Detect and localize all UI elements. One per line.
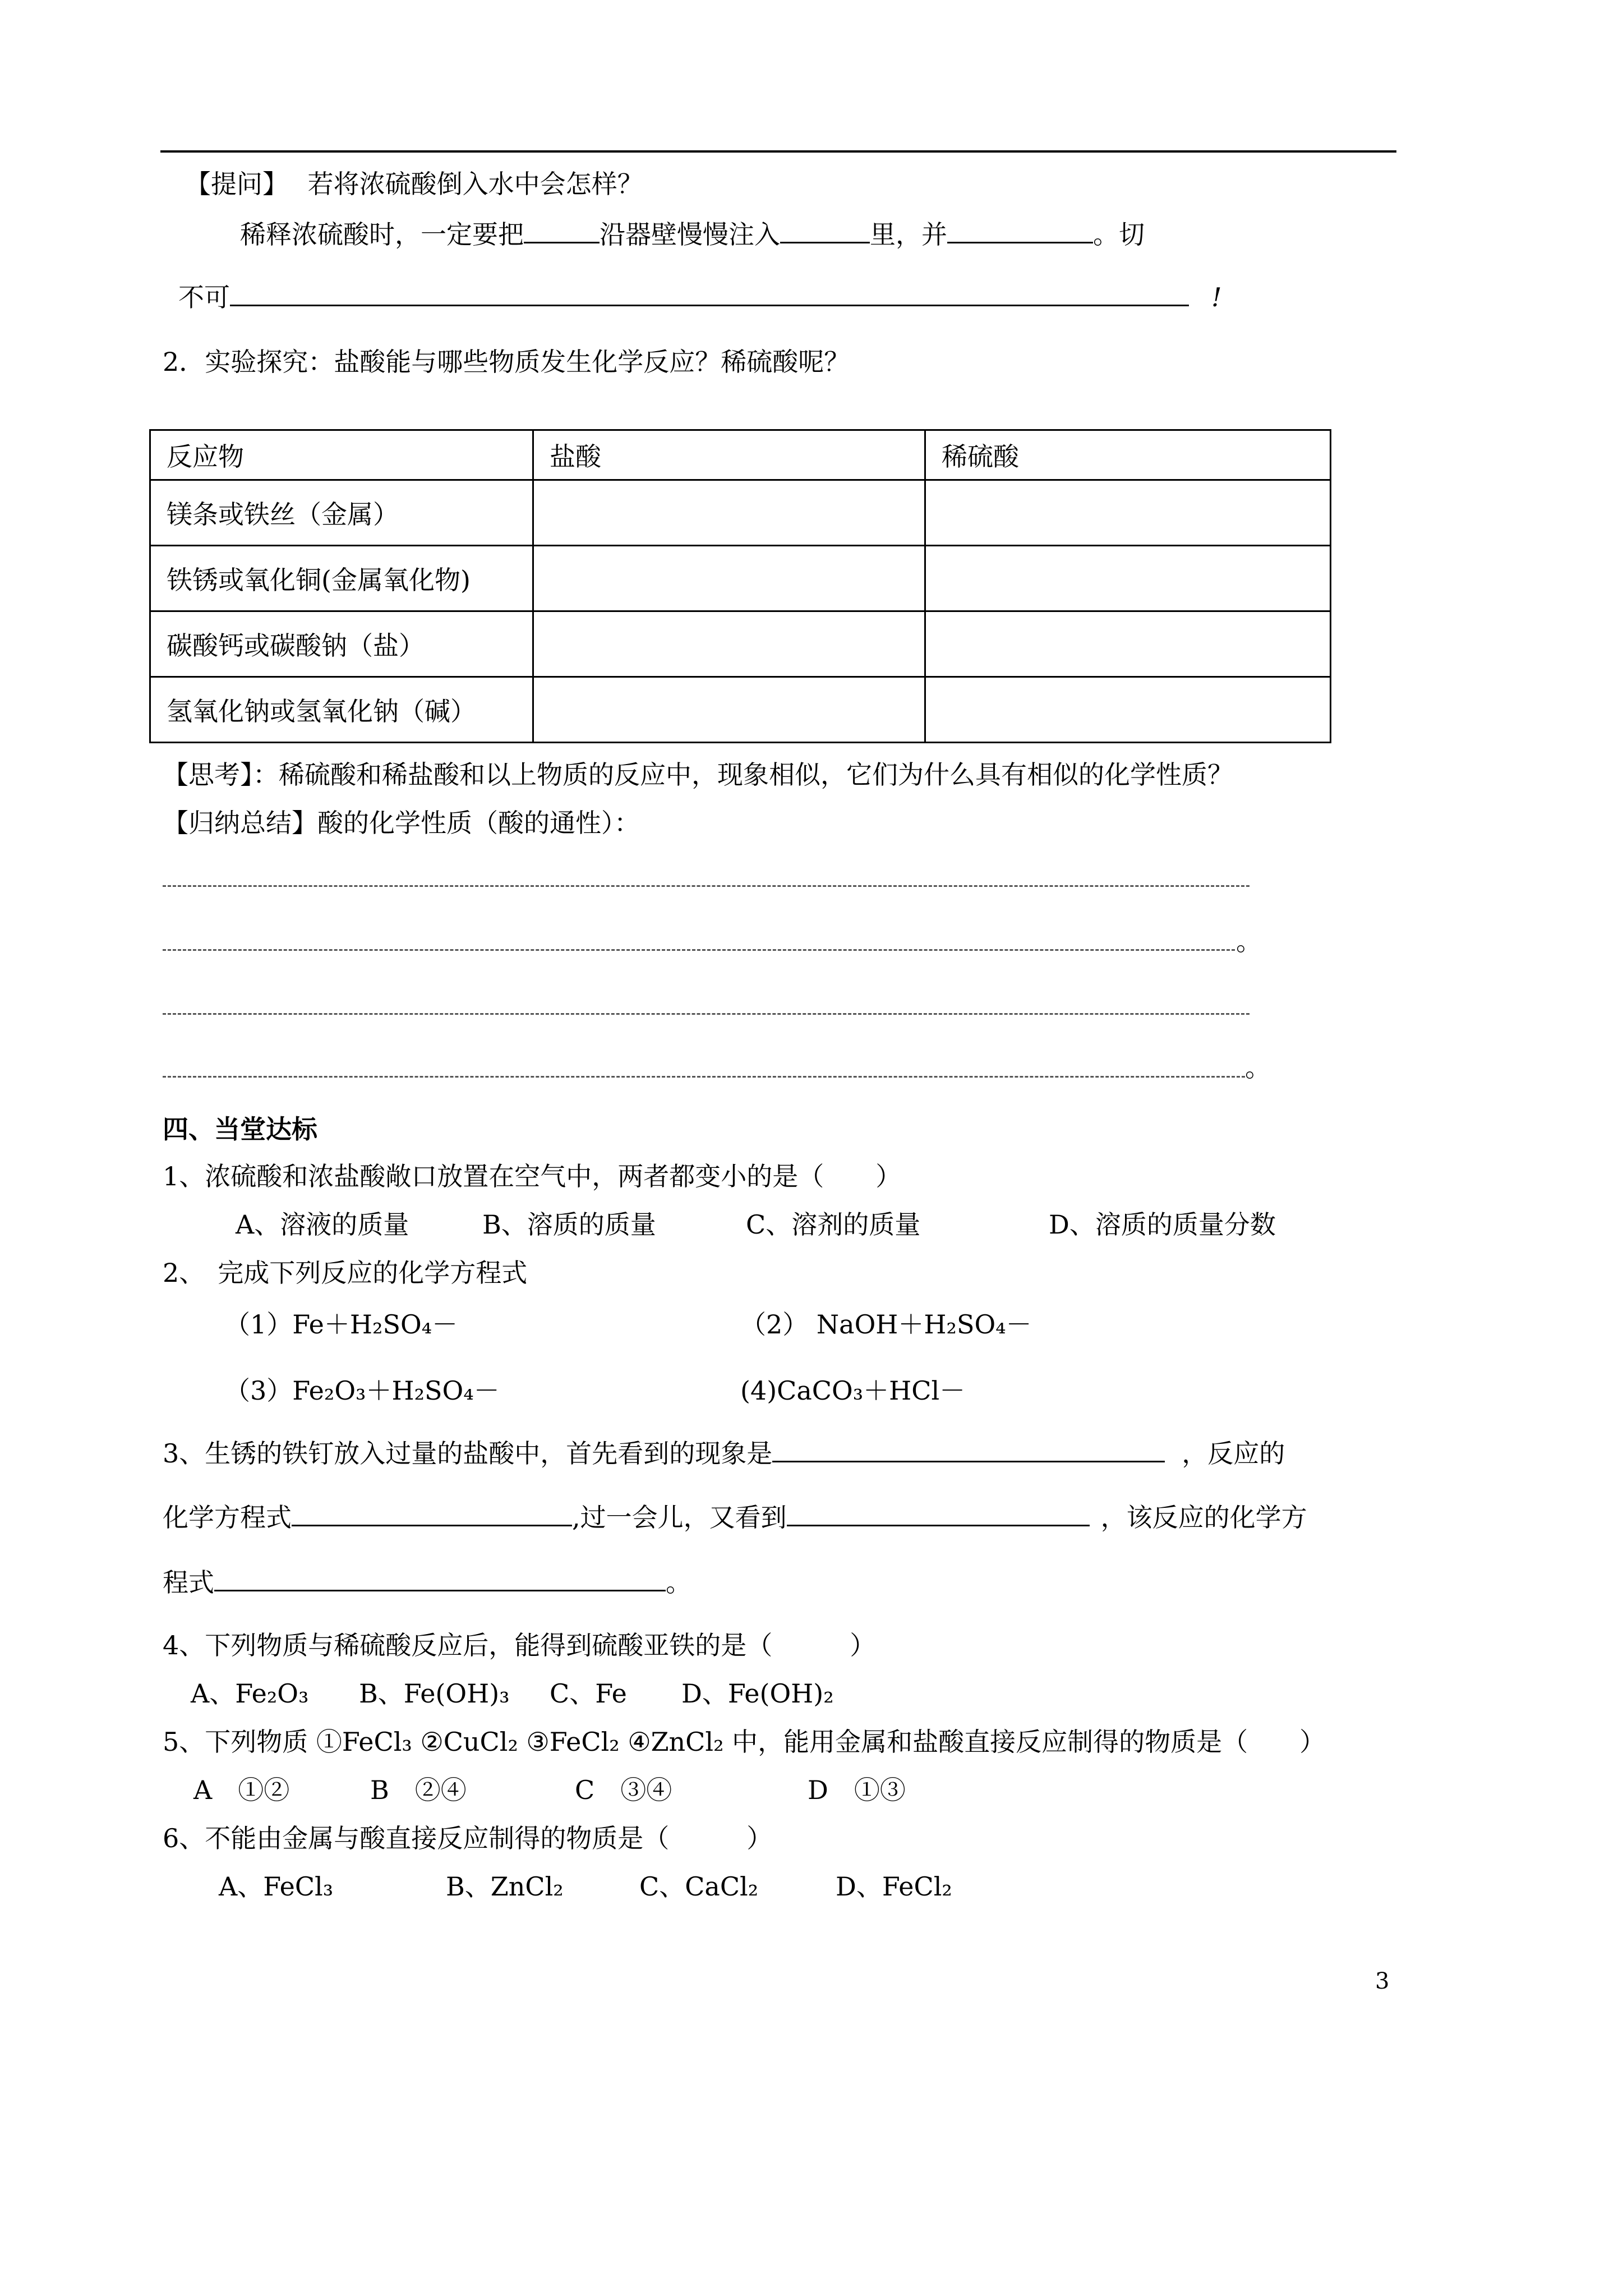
table-cell-empty[interactable] bbox=[533, 480, 925, 546]
thinking-text: 【思考】：稀硫酸和稀盐酸和以上物质的反应中，现象相似，它们为什么具有相似的化学性质？ bbox=[163, 760, 1233, 790]
table-row bbox=[150, 546, 1331, 611]
fill-blank[interactable] bbox=[524, 222, 600, 243]
page-number: 3 bbox=[1375, 1968, 1390, 1994]
table-cell: 铁锈或氧化铜(金属氧化物) bbox=[150, 546, 533, 611]
q4-option-b[interactable]: B、Fe(OH)₃ bbox=[359, 1678, 510, 1709]
q1-option-d[interactable]: D、溶质的质量分数 bbox=[1049, 1209, 1276, 1240]
q1-option-c[interactable]: C、溶剂的质量 bbox=[746, 1209, 921, 1240]
dilution-text-end: ! bbox=[1211, 282, 1222, 312]
q5-text: 5、下列物质 ①FeCl₃ ②CuCl₂ ③FeCl₂ ④ZnCl₂ 中，能用金属和盐酸直接反应制得的物质是（ ） bbox=[163, 1727, 1326, 1757]
q1-text: 1、浓硫酸和浓盐酸敞口放置在空气中，两者都变小的是（ ） bbox=[163, 1161, 902, 1191]
question-label: 【提问】 bbox=[185, 169, 288, 199]
q4-text: 4、下列物质与稀硫酸反应后，能得到硫酸亚铁的是（ ） bbox=[163, 1630, 876, 1660]
summary-period: 。 bbox=[1236, 926, 1262, 956]
fill-blank[interactable] bbox=[787, 1504, 1090, 1526]
q3-text-e: ，该反应的化学方 bbox=[1100, 1502, 1307, 1533]
dilution-text-e: 不可 bbox=[178, 282, 230, 312]
q6-option-d[interactable]: D、FeCl₂ bbox=[836, 1871, 952, 1902]
answer-line[interactable] bbox=[163, 885, 1249, 887]
q2-equation-1: （1）Fe＋H₂SO₄－ bbox=[224, 1309, 458, 1340]
fill-blank[interactable] bbox=[947, 222, 1093, 243]
table-header: 稀硫酸 bbox=[925, 430, 1331, 480]
q3-text-d: ,过一会儿，又看到 bbox=[572, 1502, 787, 1533]
table-row bbox=[150, 611, 1331, 677]
table-cell: 氢氧化钠或氢氧化钠（碱） bbox=[150, 677, 533, 743]
dilution-line-2 bbox=[178, 284, 1222, 310]
q2-text: 2、 完成下列反应的化学方程式 bbox=[163, 1258, 528, 1288]
q6-option-c[interactable]: C、CaCl₂ bbox=[639, 1871, 759, 1902]
question-line bbox=[185, 171, 643, 197]
summary-period: 。 bbox=[1245, 1052, 1271, 1083]
answer-line[interactable] bbox=[163, 1076, 1245, 1078]
q5-option-a[interactable]: A ①② bbox=[193, 1775, 290, 1805]
section-title: 四、当堂达标 bbox=[163, 1114, 317, 1144]
table-cell-empty[interactable] bbox=[533, 611, 925, 677]
q2-equation-4: (4)CaCO₃＋HCl－ bbox=[740, 1375, 966, 1406]
q6-option-a[interactable]: A、FeCl₃ bbox=[219, 1871, 334, 1902]
fill-blank[interactable] bbox=[772, 1441, 1165, 1462]
q3-text-c: 化学方程式 bbox=[163, 1502, 292, 1533]
q3-text-b: ，反应的 bbox=[1182, 1438, 1285, 1469]
table-header: 反应物 bbox=[150, 430, 533, 480]
fill-blank[interactable] bbox=[230, 284, 1189, 306]
q3-line-1 bbox=[163, 1438, 1285, 1469]
table-cell-empty[interactable] bbox=[925, 611, 1331, 677]
q1-option-b[interactable]: B、溶质的质量 bbox=[482, 1209, 656, 1240]
summary-text: 【归纳总结】酸的化学性质（酸的通性）： bbox=[163, 808, 640, 838]
q3-line-2 bbox=[163, 1502, 1307, 1533]
q3-text-a: 3、生锈的铁钉放入过量的盐酸中，首先看到的现象是 bbox=[163, 1438, 773, 1469]
q2-equation-3: （3）Fe₂O₃＋H₂SO₄－ bbox=[224, 1375, 500, 1406]
q3-line-3 bbox=[163, 1567, 691, 1598]
table-row bbox=[150, 677, 1331, 743]
dilution-text-c: 里，并 bbox=[870, 219, 947, 250]
dilution-text-d: 。切 bbox=[1093, 219, 1145, 250]
fill-blank[interactable] bbox=[292, 1504, 572, 1526]
q4-option-d[interactable]: D、Fe(OH)₂ bbox=[681, 1678, 834, 1709]
q4-option-c[interactable]: C、Fe bbox=[550, 1678, 627, 1709]
question-text: 若将浓硫酸倒入水中会怎样？ bbox=[307, 169, 643, 199]
fill-blank[interactable] bbox=[780, 222, 870, 243]
table-cell: 碳酸钙或碳酸钠（盐） bbox=[150, 611, 533, 677]
fill-blank[interactable] bbox=[214, 1570, 666, 1591]
table-cell-empty[interactable] bbox=[925, 546, 1331, 611]
q5-option-d[interactable]: D ①③ bbox=[808, 1775, 906, 1805]
q3-text-g: 。 bbox=[666, 1567, 691, 1598]
q2-equation-2: （2） NaOH＋H₂SO₄－ bbox=[740, 1309, 1032, 1340]
table-header: 盐酸 bbox=[533, 430, 925, 480]
header-rule bbox=[160, 150, 1396, 153]
q5-option-c[interactable]: C ③④ bbox=[575, 1775, 672, 1805]
answer-line[interactable] bbox=[163, 1013, 1249, 1015]
dilution-text-a: 稀释浓硫酸时，一定要把 bbox=[240, 219, 524, 250]
q3-text-f: 程式 bbox=[163, 1567, 214, 1598]
table-row bbox=[150, 480, 1331, 546]
experiment-title: 2．实验探究：盐酸能与哪些物质发生化学反应？稀硫酸呢？ bbox=[163, 347, 850, 377]
table-cell: 镁条或铁丝（金属） bbox=[150, 480, 533, 546]
q4-option-a[interactable]: A、Fe₂O₃ bbox=[191, 1678, 309, 1709]
q6-text: 6、不能由金属与酸直接反应制得的物质是（ ） bbox=[163, 1823, 773, 1853]
reaction-table bbox=[149, 429, 1331, 743]
dilution-line-1 bbox=[240, 219, 1145, 250]
table-cell-empty[interactable] bbox=[533, 546, 925, 611]
q5-option-b[interactable]: B ②④ bbox=[370, 1775, 467, 1805]
dilution-text-b: 沿器壁慢慢注入 bbox=[600, 219, 780, 250]
table-cell-empty[interactable] bbox=[925, 480, 1331, 546]
table-cell-empty[interactable] bbox=[533, 677, 925, 743]
table-cell-empty[interactable] bbox=[925, 677, 1331, 743]
table-header-row bbox=[150, 430, 1331, 480]
answer-line[interactable] bbox=[163, 949, 1235, 951]
q1-option-a[interactable]: A、溶液的质量 bbox=[236, 1209, 409, 1240]
q6-option-b[interactable]: B、ZnCl₂ bbox=[446, 1871, 564, 1902]
